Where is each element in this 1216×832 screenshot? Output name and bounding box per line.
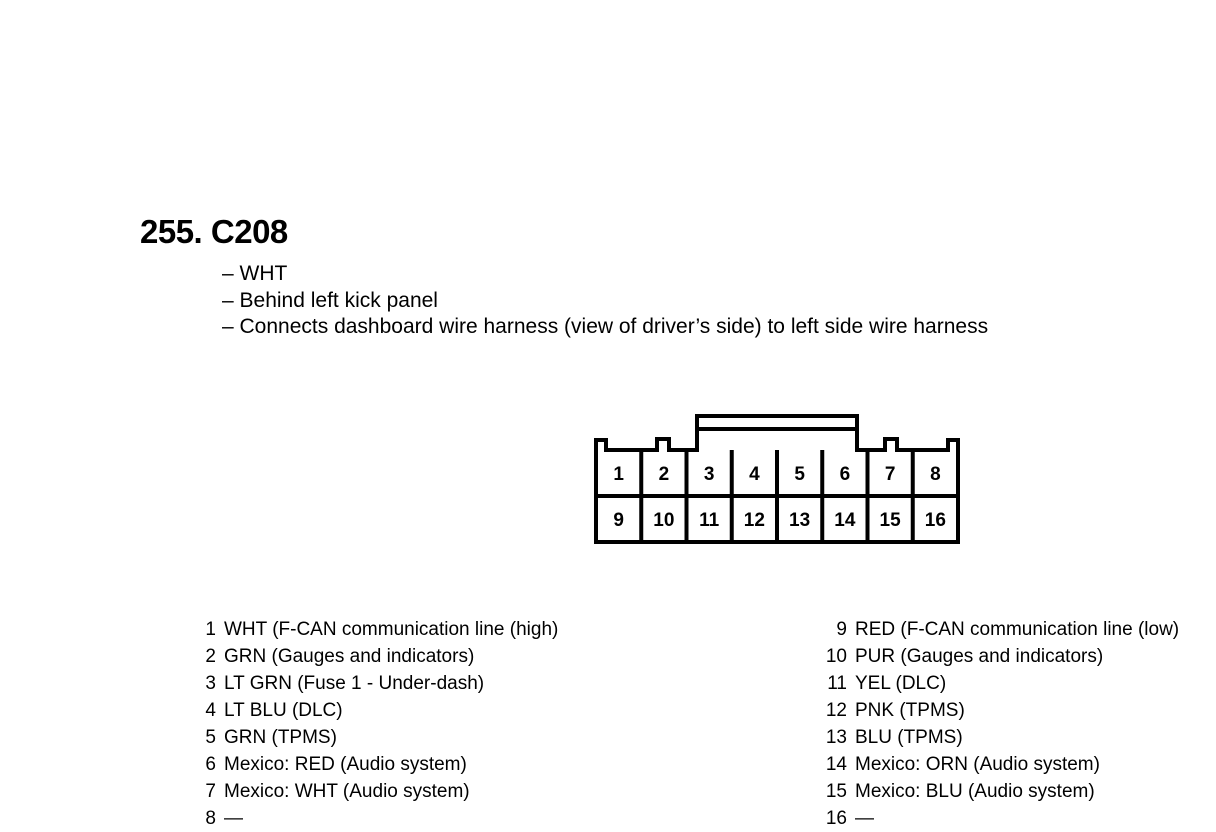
pin-number: 11 (827, 673, 847, 694)
pin-number: 15 (825, 781, 847, 802)
pin-cell-9: 9 (613, 510, 624, 531)
pin-description: LT BLU (DLC) (224, 700, 343, 721)
pin-cell-5: 5 (794, 464, 805, 485)
pin-description: LT GRN (Fuse 1 - Under-dash) (224, 673, 485, 694)
connector-description (222, 261, 988, 341)
pin-number: 7 (205, 781, 216, 802)
pin-row (190, 616, 558, 643)
pin-description: PUR (Gauges and indicators) (855, 646, 1104, 667)
pin-description: YEL (DLC) (855, 673, 947, 694)
pin-description: Mexico: ORN (Audio system) (855, 754, 1100, 775)
pin-description: GRN (TPMS) (224, 727, 337, 748)
pin-description: — (855, 808, 874, 829)
pin-description: Mexico: BLU (Audio system) (855, 781, 1095, 802)
pin-row (190, 724, 558, 751)
pin-description: Mexico: RED (Audio system) (224, 754, 467, 775)
pin-row (810, 724, 1179, 751)
pin-row (810, 616, 1179, 643)
pin-description: — (224, 808, 243, 829)
pin-row (190, 805, 558, 832)
description-location: – Behind left kick panel (222, 288, 438, 312)
pin-number: 12 (825, 700, 847, 721)
connector-title: 255. C208 (140, 213, 288, 250)
pin-row (190, 751, 558, 778)
pin-number: 8 (205, 808, 216, 829)
pin-number: 5 (205, 727, 216, 748)
pin-cell-15: 15 (879, 510, 901, 531)
pin-row (810, 643, 1179, 670)
pin-row (810, 697, 1179, 724)
pin-description: RED (F-CAN communication line (low) (855, 619, 1180, 640)
pin-number: 13 (825, 727, 847, 748)
pin-description: Mexico: WHT (Audio system) (224, 781, 470, 802)
pin-row (190, 778, 558, 805)
pin-list-left (190, 616, 558, 832)
pin-cell-13: 13 (789, 510, 811, 531)
pin-cell-6: 6 (839, 464, 851, 485)
pin-row (810, 805, 1179, 832)
pin-number: 14 (825, 754, 847, 775)
pin-cell-10: 10 (653, 510, 675, 531)
pin-number: 2 (205, 646, 216, 667)
pin-list-right (810, 616, 1179, 832)
pin-row (190, 670, 558, 697)
pin-row (810, 670, 1179, 697)
connector-diagram (590, 410, 970, 550)
pin-cell-14: 14 (834, 510, 856, 531)
pin-cell-2: 2 (658, 464, 670, 485)
description-connection: – Connects dashboard wire harness (view of driver’s side) to left side wire harness (222, 315, 989, 338)
pin-row (810, 778, 1179, 805)
pin-cell-11: 11 (699, 510, 720, 531)
pin-row (810, 751, 1179, 778)
pin-cell-16: 16 (924, 510, 946, 531)
pin-description: PNK (TPMS) (855, 700, 965, 721)
pin-number: 6 (205, 754, 216, 775)
pin-row (190, 643, 558, 670)
pin-number: 1 (205, 619, 216, 640)
pin-cell-7: 7 (884, 464, 896, 485)
pin-cell-1: 1 (613, 464, 624, 485)
pin-description: WHT (F-CAN communication line (high) (224, 619, 559, 640)
pin-description: GRN (Gauges and indicators) (224, 646, 475, 667)
pin-number: 10 (825, 646, 847, 667)
pin-description: BLU (TPMS) (855, 727, 963, 748)
pin-cell-8: 8 (930, 464, 941, 485)
pin-cell-12: 12 (743, 510, 765, 531)
pin-number: 16 (825, 808, 847, 829)
pin-number: 3 (205, 673, 216, 694)
pin-cell-4: 4 (749, 464, 760, 485)
pin-number: 9 (836, 619, 847, 640)
pin-cell-3: 3 (703, 464, 715, 485)
pin-row (190, 697, 558, 724)
description-color: – WHT (222, 262, 288, 285)
pin-number: 4 (205, 700, 216, 721)
